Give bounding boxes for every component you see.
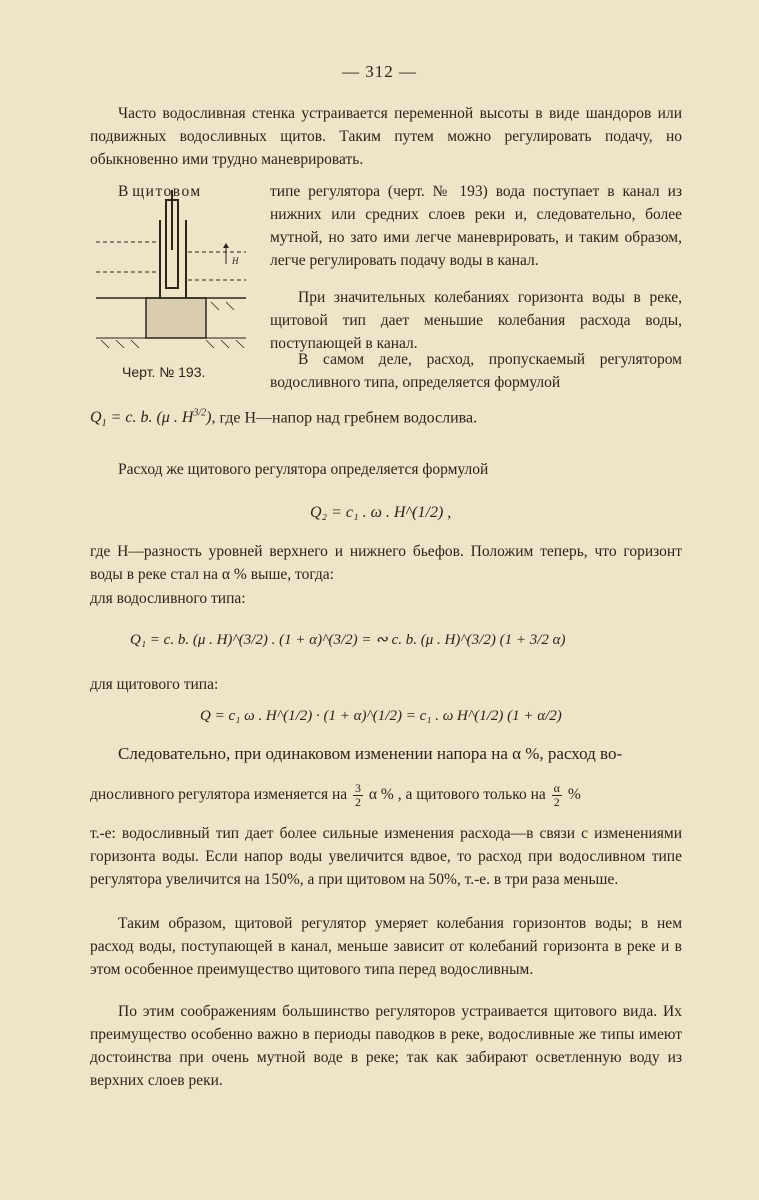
figure-caption: Черт. № 193. bbox=[122, 364, 206, 380]
paragraph-8: для щитового типа: bbox=[90, 676, 219, 693]
paragraph-7: для водосливного типа: bbox=[90, 590, 246, 607]
paragraph-12: По этим соображениям большинство регуляторов устраивается щитового вида. Их преимущество особенно важно в периоды паводков в реке, водосливные же типы имеют достоинства при очень мутной воде в реке; так как забирают осветленную воду из верхних слоев реки. bbox=[90, 1003, 682, 1089]
paragraph-9a: Следовательно, при одинаковом изменении напора на α %, расход во- bbox=[118, 744, 623, 763]
figure-label-h: H bbox=[232, 256, 239, 266]
page-number: — 312 — bbox=[342, 62, 417, 81]
paragraph-11: Таким образом, щитовой регулятор умеряет колебания горизонтов воды; в нем расход воды, поступающей в канал, меньше зависит от колебаний горизонта в реке и в этом особенное преимущество щитового типа перед водосливным. bbox=[90, 915, 682, 978]
p9b-part1: дносливного регулятора изменяется на bbox=[90, 786, 348, 804]
formula-q-shield: Q = c₁ ω . H^(1/2) · (1 + α)^(1/2) = c₁ . ω H^(1/2) (1 + α/2) bbox=[200, 708, 562, 724]
p2-lead: В bbox=[118, 183, 129, 200]
regulator-diagram bbox=[96, 190, 246, 360]
fraction-3-2: $\frac{3}{2}$ bbox=[355, 781, 362, 809]
paragraph-6: где H—разность уровней верхнего и нижнего бьефов. Положим теперь, что горизонт воды в реке стал на α % выше, тогда: bbox=[90, 543, 682, 583]
paragraph-1: Часто водосливная стенка устраивается переменной высоты в виде шандоров или подвижных водосливных щитов. Таким путем можно регулировать подачу, но обыкновенно ими трудно маневрировать. bbox=[90, 105, 682, 168]
formula-q1-expanded: Q₁ = c. b. (μ . H)^(3/2) . (1 + α)^(3/2) = ∾ c. b. (μ . H)^(3/2) (1 + 3/2 α) bbox=[130, 632, 566, 648]
formula-q2: Q₂ = c₁ . ω . H^(1/2) , bbox=[310, 504, 452, 521]
paragraph-2-body bbox=[270, 180, 682, 272]
paragraph-9b bbox=[90, 782, 581, 809]
formula-1-tail: где H—напор над гребнем водослива. bbox=[219, 409, 478, 427]
p9b-part3: , а щитового только на bbox=[397, 786, 546, 804]
figure-193 bbox=[96, 190, 246, 360]
fraction-alpha-2: $\frac{\alpha}{2}$ bbox=[553, 781, 560, 809]
paragraph-4: В самом деле, расход, пропускаемый регулятором водосливного типа, определяется формулой bbox=[270, 351, 682, 391]
paragraph-10: т.-е: водосливный тип дает более сильные изменения расхода—в связи с изменениями горизонта воды. Если напор воды увеличится вдвое, то расход при водосливном типе регулятора увеличится на 150%, а при щитовом на 50%, т.-е. в три раза меньше. bbox=[90, 825, 682, 888]
paragraph-3: При значительных колебаниях горизонта воды в реке, щитовой тип дает меньшие колебания расхода воды, поступающей в канал. bbox=[270, 289, 682, 352]
formula-q1-overflow: $Q_1 = c$. b. (μ . $H^{3/2}$), где H—напор над гребнем водослива. bbox=[90, 408, 478, 430]
p9b-part4: % bbox=[567, 786, 581, 804]
p2-spaced: щитовом bbox=[132, 183, 202, 200]
paragraph-5: Расход же щитового регулятора определяется формулой bbox=[118, 461, 489, 478]
p2-rest: типе регулятора (черт. № 193) вода поступает в канал из нижних или средних слоев реки и, следовательно, более мутной, но зато ими легче маневрировать, и таким образом, легче регулировать подачу воды в канал. bbox=[270, 183, 682, 269]
p9b-part2: α % bbox=[368, 786, 394, 804]
